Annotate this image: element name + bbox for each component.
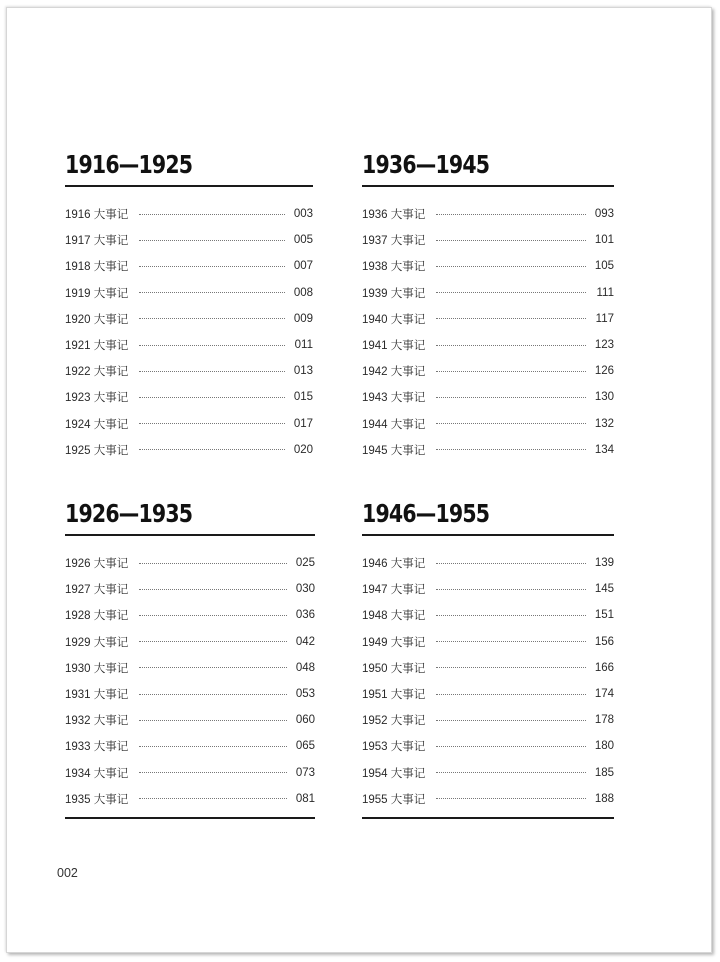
entry-page: 139 <box>594 557 614 570</box>
entry-page: 025 <box>295 557 315 570</box>
toc-entry[interactable] <box>362 358 614 384</box>
toc-entry[interactable] <box>362 227 614 253</box>
entry-label: 1925 大事记 <box>65 444 129 457</box>
entry-page: 036 <box>295 609 315 622</box>
toc-entry[interactable] <box>362 306 614 332</box>
dot-leader <box>436 345 586 346</box>
toc-entry[interactable] <box>65 201 313 227</box>
toc-entry[interactable] <box>65 786 315 812</box>
section-rule <box>362 534 614 536</box>
toc-entry[interactable] <box>65 602 315 628</box>
entry-label: 1921 大事记 <box>65 340 129 353</box>
entry-label: 1934 大事记 <box>65 767 129 780</box>
entry-page: 174 <box>594 688 614 701</box>
entry-label: 1931 大事记 <box>65 689 129 702</box>
toc-entry[interactable] <box>65 760 315 786</box>
dot-leader <box>436 397 586 398</box>
entry-page: 145 <box>594 583 614 596</box>
dot-leader <box>139 641 287 642</box>
entry-page: 166 <box>594 661 614 674</box>
entry-label: 1923 大事记 <box>65 392 129 405</box>
dot-leader <box>139 318 285 319</box>
section-title: 1946—1955 <box>362 499 490 528</box>
toc-entry[interactable] <box>362 786 614 812</box>
entry-page: 060 <box>295 714 315 727</box>
entry-page: 003 <box>293 208 313 221</box>
toc-entry[interactable] <box>362 280 614 306</box>
entry-label: 1955 大事记 <box>362 793 426 806</box>
entry-label: 1942 大事记 <box>362 366 426 379</box>
entry-label: 1935 大事记 <box>65 793 129 806</box>
dot-leader <box>436 641 586 642</box>
toc-entry[interactable] <box>65 280 313 306</box>
entry-label: 1924 大事记 <box>65 418 129 431</box>
entry-label: 1947 大事记 <box>362 584 426 597</box>
dot-leader <box>436 667 586 668</box>
dot-leader <box>139 371 285 372</box>
dot-leader <box>436 449 586 450</box>
entry-label: 1951 大事记 <box>362 689 426 702</box>
toc-entry[interactable] <box>362 733 614 759</box>
toc-entry[interactable] <box>362 411 614 437</box>
dot-leader <box>436 423 586 424</box>
entry-label: 1941 大事记 <box>362 340 426 353</box>
toc-entry[interactable] <box>65 384 313 410</box>
dot-leader <box>436 798 586 799</box>
dot-leader <box>139 798 287 799</box>
toc-entry[interactable] <box>362 707 614 733</box>
entry-page: 007 <box>293 260 313 273</box>
entry-label: 1952 大事记 <box>362 715 426 728</box>
dot-leader <box>139 667 287 668</box>
entry-label: 1927 大事记 <box>65 584 129 597</box>
entry-label: 1940 大事记 <box>362 313 426 326</box>
section-title: 1926—1935 <box>65 499 193 528</box>
entry-page: 134 <box>594 443 614 456</box>
entry-page: 156 <box>594 635 614 648</box>
dot-leader <box>139 397 285 398</box>
dot-leader <box>436 746 586 747</box>
toc-entry[interactable] <box>362 384 614 410</box>
section-rule <box>65 185 313 187</box>
dot-leader <box>436 772 586 773</box>
dot-leader <box>139 345 285 346</box>
entry-page: 048 <box>295 661 315 674</box>
entry-page: 015 <box>293 391 313 404</box>
entry-page: 073 <box>295 766 315 779</box>
entry-page: 042 <box>295 635 315 648</box>
section-rule <box>65 534 315 536</box>
dot-leader <box>139 772 287 773</box>
toc-entry[interactable] <box>362 550 614 576</box>
entry-page: 130 <box>594 391 614 404</box>
entry-label: 1928 大事记 <box>65 610 129 623</box>
toc-entry[interactable] <box>65 576 315 602</box>
section-title: 1936—1945 <box>362 150 490 179</box>
toc-entry[interactable] <box>65 332 313 358</box>
entry-page: 126 <box>594 365 614 378</box>
entry-label: 1949 大事记 <box>362 636 426 649</box>
entry-page: 005 <box>293 234 313 247</box>
entry-page: 123 <box>594 339 614 352</box>
entry-label: 1926 大事记 <box>65 558 129 571</box>
toc-entry[interactable] <box>65 681 315 707</box>
entry-label: 1929 大事记 <box>65 636 129 649</box>
dot-leader <box>139 266 285 267</box>
toc-entry[interactable] <box>362 629 614 655</box>
dot-leader <box>139 694 287 695</box>
dot-leader <box>139 240 285 241</box>
toc-entry[interactable] <box>65 358 313 384</box>
toc-entry[interactable] <box>362 437 614 463</box>
section-title: 1916—1925 <box>65 150 193 179</box>
toc-entry[interactable] <box>65 707 315 733</box>
dot-leader <box>436 720 586 721</box>
toc-entry[interactable] <box>362 681 614 707</box>
toc-entry[interactable] <box>362 602 614 628</box>
dot-leader <box>139 720 287 721</box>
entry-label: 1943 大事记 <box>362 392 426 405</box>
dot-leader <box>139 563 287 564</box>
entry-page: 117 <box>595 312 614 325</box>
toc-entry[interactable] <box>65 306 313 332</box>
entry-page: 020 <box>293 443 313 456</box>
toc-entry[interactable] <box>362 655 614 681</box>
section-rule <box>362 185 614 187</box>
entry-page: 030 <box>295 583 315 596</box>
entry-page: 188 <box>594 792 614 805</box>
toc-entry[interactable] <box>65 655 315 681</box>
entry-label: 1916 大事记 <box>65 209 129 222</box>
entry-label: 1946 大事记 <box>362 558 426 571</box>
dot-leader <box>139 746 287 747</box>
section-end-rule <box>65 817 315 819</box>
entry-label: 1937 大事记 <box>362 235 426 248</box>
entry-label: 1950 大事记 <box>362 662 426 675</box>
dot-leader <box>436 214 586 215</box>
entry-label: 1930 大事记 <box>65 662 129 675</box>
toc-entries <box>362 201 614 463</box>
dot-leader <box>436 563 586 564</box>
toc-entry[interactable] <box>65 733 315 759</box>
toc-entry[interactable] <box>65 227 313 253</box>
entry-label: 1932 大事记 <box>65 715 129 728</box>
entry-page: 178 <box>594 714 614 727</box>
toc-entries <box>65 201 313 463</box>
entry-page: 105 <box>594 260 614 273</box>
entry-page: 008 <box>293 286 313 299</box>
toc-entries <box>65 550 315 812</box>
entry-page: 132 <box>594 417 614 430</box>
page-number: 002 <box>57 866 78 880</box>
entry-label: 1917 大事记 <box>65 235 129 248</box>
toc-entry[interactable] <box>362 332 614 358</box>
entry-label: 1938 大事记 <box>362 261 426 274</box>
dot-leader <box>139 449 285 450</box>
toc-entry[interactable] <box>362 253 614 279</box>
entry-page: 101 <box>594 234 614 247</box>
toc-entry[interactable] <box>65 253 313 279</box>
dot-leader <box>436 615 586 616</box>
entry-page: 180 <box>594 740 614 753</box>
dot-leader <box>139 589 287 590</box>
entry-page: 081 <box>295 792 315 805</box>
entry-page: 013 <box>293 365 313 378</box>
entry-page: 017 <box>293 417 313 430</box>
entry-label: 1954 大事记 <box>362 767 426 780</box>
toc-entry[interactable] <box>65 411 313 437</box>
section-end-rule <box>362 817 614 819</box>
entry-page: 065 <box>295 740 315 753</box>
dot-leader <box>139 615 287 616</box>
entry-label: 1945 大事记 <box>362 444 426 457</box>
dot-leader <box>436 371 586 372</box>
toc-entry[interactable] <box>65 437 313 463</box>
entry-page: 185 <box>594 766 614 779</box>
entry-page: 053 <box>295 688 315 701</box>
toc-entry[interactable] <box>65 550 315 576</box>
entry-page: 093 <box>594 208 614 221</box>
entry-page: 009 <box>293 312 313 325</box>
entry-label: 1936 大事记 <box>362 209 426 222</box>
toc-entry[interactable] <box>65 629 315 655</box>
toc-entry[interactable] <box>362 201 614 227</box>
entry-label: 1933 大事记 <box>65 741 129 754</box>
entry-label: 1918 大事记 <box>65 261 129 274</box>
dot-leader <box>436 318 586 319</box>
toc-entry[interactable] <box>362 760 614 786</box>
dot-leader <box>139 214 285 215</box>
entry-label: 1939 大事记 <box>362 287 426 300</box>
dot-leader <box>436 266 586 267</box>
dot-leader <box>139 423 285 424</box>
toc-entry[interactable] <box>362 576 614 602</box>
entry-label: 1920 大事记 <box>65 313 129 326</box>
entry-label: 1944 大事记 <box>362 418 426 431</box>
entry-label: 1919 大事记 <box>65 287 129 300</box>
entry-page: 151 <box>594 609 614 622</box>
entry-label: 1922 大事记 <box>65 366 129 379</box>
entry-label: 1948 大事记 <box>362 610 426 623</box>
dot-leader <box>139 292 285 293</box>
dot-leader <box>436 240 586 241</box>
dot-leader <box>436 694 586 695</box>
entry-label: 1953 大事记 <box>362 741 426 754</box>
toc-entries <box>362 550 614 812</box>
entry-page: 111 <box>596 286 614 299</box>
entry-page: 011 <box>294 339 313 352</box>
dot-leader <box>436 292 586 293</box>
dot-leader <box>436 589 586 590</box>
